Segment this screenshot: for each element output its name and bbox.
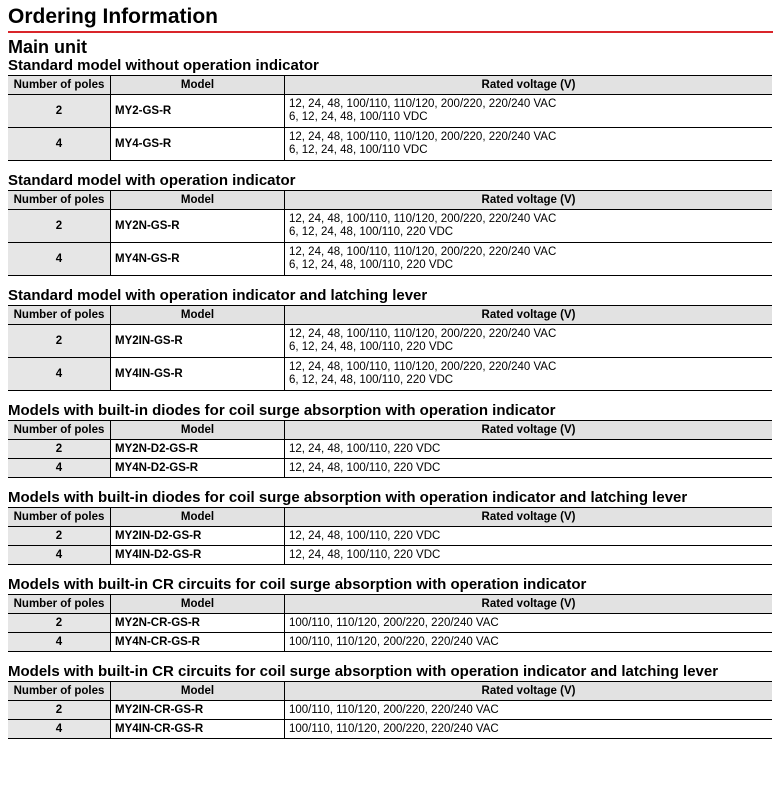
- ordering-table: [8, 190, 772, 276]
- model-cell: MY4IN-CR-GS-R: [111, 720, 285, 739]
- column-header: Rated voltage (V): [285, 595, 773, 614]
- voltage-cell: [285, 614, 773, 633]
- table-header-row: [8, 682, 772, 701]
- poles-cell: 4: [8, 633, 111, 652]
- voltage-line: 12, 24, 48, 100/110, 110/120, 200/220, 220/240 VAC: [289, 98, 557, 110]
- ordering-table: [8, 594, 772, 652]
- table-heading: Standard model with operation indicator and latching lever: [8, 287, 428, 304]
- column-header: Number of poles: [8, 421, 111, 440]
- table-heading: Models with built-in diodes for coil surge absorption with operation indicator and latching lever: [8, 489, 688, 506]
- voltage-line: 6, 12, 24, 48, 100/110 VDC: [289, 144, 428, 156]
- voltage-line: 6, 12, 24, 48, 100/110, 220 VDC: [289, 259, 454, 271]
- table-header-row: [8, 191, 772, 210]
- poles-cell: 4: [8, 243, 111, 276]
- column-header: Model: [111, 76, 285, 95]
- column-header: Number of poles: [8, 508, 111, 527]
- sections: [8, 56, 772, 739]
- model-cell: MY2N-CR-GS-R: [111, 614, 285, 633]
- section-subtitle: Main unit: [8, 37, 87, 57]
- voltage-cell: [285, 128, 773, 161]
- voltage-line: 6, 12, 24, 48, 100/110 VDC: [289, 111, 428, 123]
- table-heading: Models with built-in diodes for coil surge absorption with operation indicator: [8, 402, 556, 419]
- ordering-table: [8, 75, 772, 161]
- column-header: Model: [111, 421, 285, 440]
- voltage-line: 12, 24, 48, 100/110, 110/120, 200/220, 220/240 VAC: [289, 328, 557, 340]
- voltage-line: 100/110, 110/120, 200/220, 220/240 VAC: [289, 636, 499, 648]
- poles-cell: 2: [8, 527, 111, 546]
- table-row: [8, 701, 772, 720]
- voltage-line: 100/110, 110/120, 200/220, 220/240 VAC: [289, 704, 499, 716]
- table-row: [8, 546, 772, 565]
- table-row: [8, 459, 772, 478]
- model-cell: MY4N-D2-GS-R: [111, 459, 285, 478]
- model-cell: MY2N-D2-GS-R: [111, 440, 285, 459]
- model-cell: MY2IN-CR-GS-R: [111, 701, 285, 720]
- voltage-line: 12, 24, 48, 100/110, 110/120, 200/220, 220/240 VAC: [289, 213, 557, 225]
- voltage-cell: [285, 210, 773, 243]
- page-title: Ordering Information: [8, 5, 218, 28]
- column-header: Number of poles: [8, 595, 111, 614]
- column-header: Rated voltage (V): [285, 191, 773, 210]
- table-row: [8, 128, 772, 161]
- ordering-table: [8, 420, 772, 478]
- column-header: Rated voltage (V): [285, 682, 773, 701]
- table-row: [8, 527, 772, 546]
- title-divider: [8, 31, 773, 33]
- voltage-line: 100/110, 110/120, 200/220, 220/240 VAC: [289, 723, 499, 735]
- column-header: Rated voltage (V): [285, 421, 773, 440]
- voltage-line: 12, 24, 48, 100/110, 220 VDC: [289, 549, 441, 561]
- column-header: Number of poles: [8, 682, 111, 701]
- table-header-row: [8, 508, 772, 527]
- table-heading: Models with built-in CR circuits for coil surge absorption with operation indicator: [8, 576, 587, 593]
- ordering-table: [8, 507, 772, 565]
- poles-cell: 4: [8, 459, 111, 478]
- ordering-table: [8, 305, 772, 391]
- voltage-cell: [285, 325, 773, 358]
- voltage-cell: [285, 720, 773, 739]
- model-cell: MY2N-GS-R: [111, 210, 285, 243]
- voltage-line: 6, 12, 24, 48, 100/110, 220 VDC: [289, 226, 454, 238]
- column-header: Rated voltage (V): [285, 76, 773, 95]
- poles-cell: 2: [8, 614, 111, 633]
- table-header-row: [8, 421, 772, 440]
- column-header: Rated voltage (V): [285, 306, 773, 325]
- voltage-cell: [285, 358, 773, 391]
- column-header: Rated voltage (V): [285, 508, 773, 527]
- table-row: [8, 358, 772, 391]
- poles-cell: 4: [8, 720, 111, 739]
- column-header: Model: [111, 306, 285, 325]
- table-row: [8, 720, 772, 739]
- model-cell: MY4IN-D2-GS-R: [111, 546, 285, 565]
- column-header: Number of poles: [8, 191, 111, 210]
- table-row: [8, 633, 772, 652]
- voltage-cell: [285, 95, 773, 128]
- table-heading: Standard model with operation indicator: [8, 172, 296, 189]
- poles-cell: 4: [8, 546, 111, 565]
- poles-cell: 2: [8, 325, 111, 358]
- voltage-line: 12, 24, 48, 100/110, 110/120, 200/220, 220/240 VAC: [289, 131, 557, 143]
- model-cell: MY2IN-GS-R: [111, 325, 285, 358]
- poles-cell: 4: [8, 358, 111, 391]
- table-row: [8, 210, 772, 243]
- column-header: Model: [111, 595, 285, 614]
- poles-cell: 2: [8, 440, 111, 459]
- model-cell: MY2IN-D2-GS-R: [111, 527, 285, 546]
- table-header-row: [8, 76, 772, 95]
- voltage-line: 12, 24, 48, 100/110, 110/120, 200/220, 220/240 VAC: [289, 361, 557, 373]
- model-cell: MY4N-GS-R: [111, 243, 285, 276]
- column-header: Model: [111, 191, 285, 210]
- voltage-line: 100/110, 110/120, 200/220, 220/240 VAC: [289, 617, 499, 629]
- column-header: Model: [111, 508, 285, 527]
- voltage-cell: [285, 527, 773, 546]
- ordering-table: [8, 681, 772, 739]
- poles-cell: 2: [8, 701, 111, 720]
- voltage-line: 6, 12, 24, 48, 100/110, 220 VDC: [289, 374, 454, 386]
- poles-cell: 4: [8, 128, 111, 161]
- table-heading: Models with built-in CR circuits for coil surge absorption with operation indicator and latching lever: [8, 663, 719, 680]
- column-header: Model: [111, 682, 285, 701]
- model-cell: MY4-GS-R: [111, 128, 285, 161]
- table-row: [8, 243, 772, 276]
- table-row: [8, 440, 772, 459]
- voltage-cell: [285, 701, 773, 720]
- voltage-line: 6, 12, 24, 48, 100/110, 220 VDC: [289, 341, 454, 353]
- table-row: [8, 325, 772, 358]
- column-header: Number of poles: [8, 306, 111, 325]
- voltage-cell: [285, 440, 773, 459]
- table-heading: Standard model without operation indicator: [8, 57, 319, 74]
- voltage-cell: [285, 243, 773, 276]
- voltage-line: 12, 24, 48, 100/110, 220 VDC: [289, 530, 441, 542]
- table-header-row: [8, 595, 772, 614]
- voltage-line: 12, 24, 48, 100/110, 220 VDC: [289, 443, 441, 455]
- voltage-line: 12, 24, 48, 100/110, 220 VDC: [289, 462, 441, 474]
- model-cell: MY4N-CR-GS-R: [111, 633, 285, 652]
- model-cell: MY4IN-GS-R: [111, 358, 285, 391]
- model-cell: MY2-GS-R: [111, 95, 285, 128]
- voltage-cell: [285, 459, 773, 478]
- column-header: Number of poles: [8, 76, 111, 95]
- table-row: [8, 95, 772, 128]
- voltage-line: 12, 24, 48, 100/110, 110/120, 200/220, 220/240 VAC: [289, 246, 557, 258]
- table-row: [8, 614, 772, 633]
- table-header-row: [8, 306, 772, 325]
- voltage-cell: [285, 633, 773, 652]
- voltage-cell: [285, 546, 773, 565]
- poles-cell: 2: [8, 95, 111, 128]
- poles-cell: 2: [8, 210, 111, 243]
